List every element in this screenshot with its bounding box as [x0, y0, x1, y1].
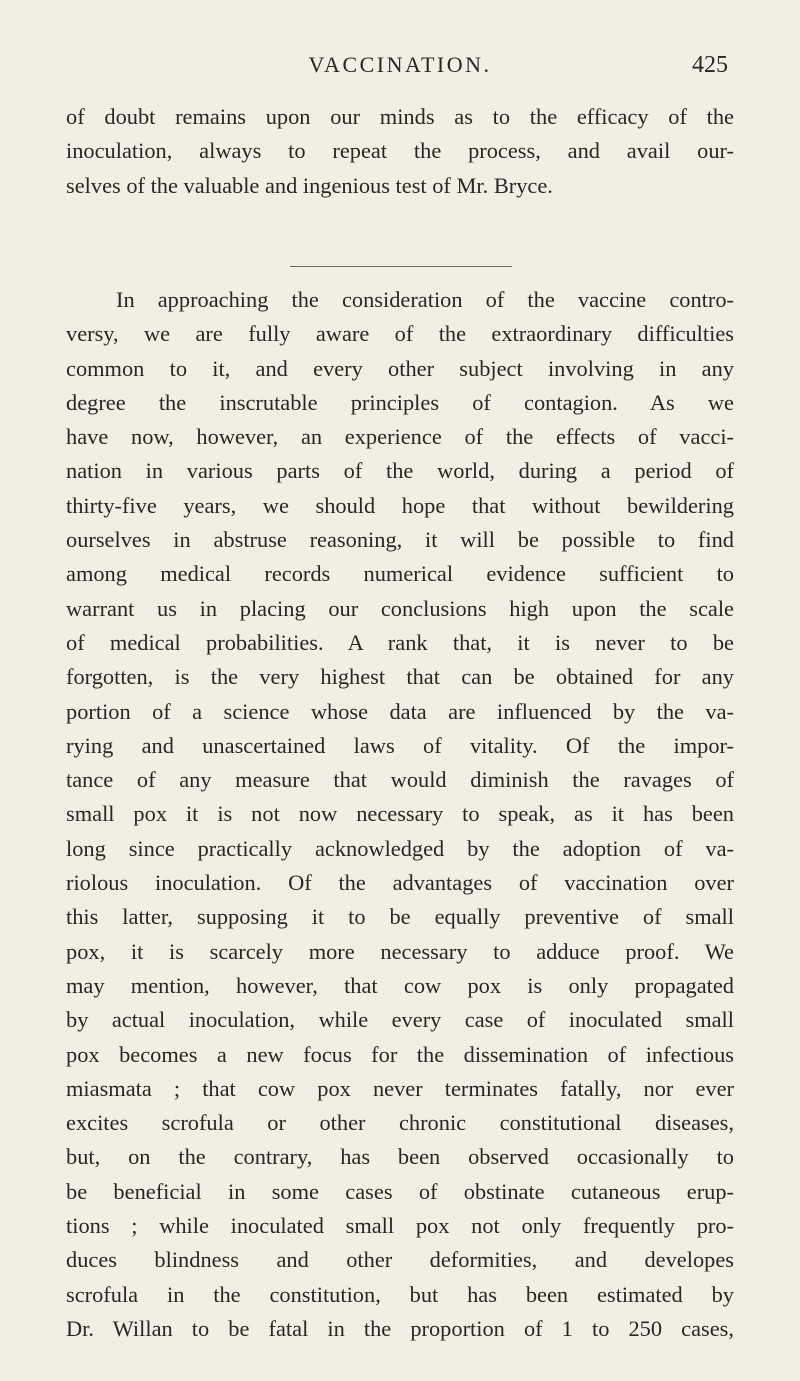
text-line: inoculation, always to repeat the process, and avail our-: [66, 138, 734, 164]
text-line: duces blindness and other deformities, and developes: [66, 1247, 734, 1273]
text-line: scrofula in the constitution, but has been estimated by: [66, 1281, 734, 1307]
text-line: long since practically acknowledged by the adoption of va-: [66, 835, 734, 861]
text-line: versy, we are fully aware of the extraordinary difficulties: [66, 321, 734, 347]
text-line: miasmata ; that cow pox never terminates fatally, nor ever: [66, 1075, 734, 1101]
text-line: of medical probabilities. A rank that, it is never to be: [66, 629, 734, 655]
text-line: In approaching the consideration of the vaccine contro-: [116, 287, 734, 312]
paragraph-continued: [66, 100, 734, 203]
text-line: be beneficial in some cases of obstinate cutaneous erup-: [66, 1178, 734, 1204]
text-line: common to it, and every other subject involving in any: [66, 355, 734, 381]
text-line: warrant us in placing our conclusions high upon the scale: [66, 595, 734, 621]
text-line: ourselves in abstruse reasoning, it will be possible to find: [66, 527, 734, 553]
text-line: have now, however, an experience of the effects of vacci-: [66, 424, 734, 450]
text-line: by actual inoculation, while every case of inoculated small: [66, 1007, 734, 1033]
text-line: nation in various parts of the world, during a period of: [66, 458, 734, 484]
text-line: Dr. Willan to be fatal in the proportion of 1 to 250 cases,: [66, 1315, 734, 1341]
text-line: pox, it is scarcely more necessary to adduce proof. We: [66, 938, 734, 964]
page-header: [66, 48, 734, 88]
running-title: VACCINATION.: [308, 52, 492, 77]
text-line: small pox it is not now necessary to speak, as it has been: [66, 801, 734, 827]
text-line: selves of the valuable and ingenious test of Mr. Bryce.: [66, 172, 553, 198]
text-line: among medical records numerical evidence sufficient to: [66, 561, 734, 587]
text-line: of doubt remains upon our minds as to the efficacy of the: [66, 104, 734, 129]
text-line: thirty-five years, we should hope that without bewildering: [66, 492, 734, 518]
text-line: forgotten, is the very highest that can be obtained for any: [66, 664, 734, 690]
text-line: tions ; while inoculated small pox not only frequently pro-: [66, 1213, 734, 1239]
text-line: but, on the contrary, has been observed occasionally to: [66, 1144, 734, 1170]
text-line: riolous inoculation. Of the advantages of vaccination over: [66, 870, 734, 896]
text-line: may mention, however, that cow pox is only propagated: [66, 972, 734, 998]
section-divider: [290, 266, 512, 267]
text-line: rying and unascertained laws of vitality. Of the impor-: [66, 732, 734, 758]
text-line: excites scrofula or other chronic constitutional diseases,: [66, 1110, 734, 1136]
text-line: tance of any measure that would diminish the ravages of: [66, 767, 734, 793]
paragraph-vaccine-controversy: [66, 283, 734, 1346]
text-line: portion of a science whose data are influenced by the va-: [66, 698, 734, 724]
page-number: 425: [692, 52, 728, 78]
text-line: pox becomes a new focus for the dissemination of infectious: [66, 1041, 734, 1067]
text-line: this latter, supposing it to be equally preventive of small: [66, 904, 734, 930]
text-line: degree the inscrutable principles of contagion. As we: [66, 389, 734, 415]
